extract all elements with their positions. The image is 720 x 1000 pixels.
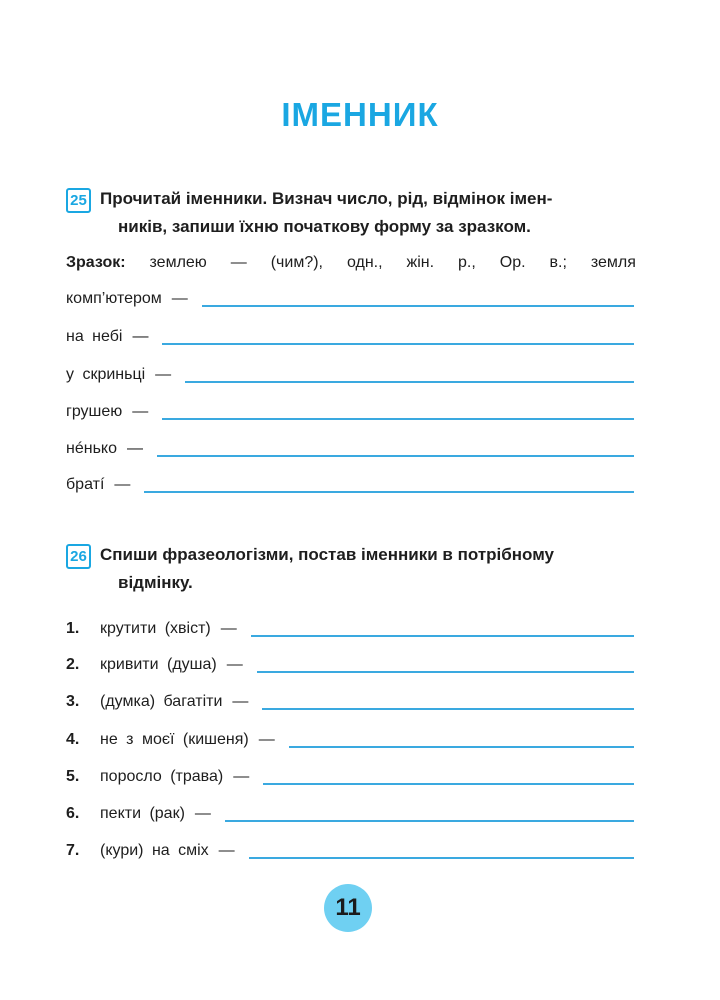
item-word: нéнько [66,440,117,457]
item-number: 1. [66,620,80,637]
item-word: на небі [66,328,123,345]
page-title: ІМЕННИК [281,96,439,133]
answer-line[interactable] [262,708,634,710]
task-26-item [66,766,634,788]
answer-line[interactable] [162,418,634,420]
task-25-item [66,364,634,386]
answer-line[interactable] [144,491,634,493]
item-dash: — [233,768,250,785]
item-dash: — [232,693,249,710]
item-number: 7. [66,842,80,859]
sample-part: землею [149,254,207,271]
answer-line[interactable] [249,857,634,859]
sample-part: одн., [346,254,383,271]
sample-part: — [230,254,247,271]
task-25-instruction-line1: Прочитай іменники. Визнач число, рід, відмінок імен- [100,189,553,208]
sample-part: жін. [406,254,435,271]
task-26-item [66,803,634,825]
item-phrase: крутити (хвіст) [100,620,211,637]
item-phrase: (кури) на сміх [100,842,209,859]
item-word: комп’ютером [66,290,162,307]
sample-part: земля [590,254,636,271]
item-dash: — [126,440,143,457]
task-25-item [66,438,634,460]
answer-line[interactable] [202,305,634,307]
task-25-item [66,326,634,348]
answer-line[interactable] [157,455,634,457]
task-25-number: 25 [66,188,91,213]
sample-part: (чим?), [270,254,323,271]
item-dash: — [155,366,172,383]
sample-label: Зразок: [66,254,126,271]
item-dash: — [171,290,188,307]
task-26-instruction-line1: Спиши фразеологізми, постав іменники в потрібному [100,545,554,564]
item-word: братí [66,476,105,493]
item-number: 2. [66,656,80,673]
answer-line[interactable] [251,635,634,637]
task-26-item [66,654,634,676]
item-dash: — [218,842,235,859]
answer-line[interactable] [225,820,634,822]
item-number: 5. [66,768,80,785]
item-phrase: поросло (трава) [100,768,224,785]
item-phrase: не з моєї (кишеня) [100,731,249,748]
sample-line [66,250,636,276]
item-word: грушею [66,403,123,420]
answer-line[interactable] [289,746,634,748]
task-26-item [66,691,634,713]
task-25-item [66,288,634,310]
item-dash: — [258,731,275,748]
item-phrase: (думка) багатіти [100,693,223,710]
item-word: у скриньці [66,366,146,383]
item-dash: — [132,403,149,420]
task-25-instruction-line2: ників, запиши їхню початкову форму за зразком. [118,217,531,236]
answer-line[interactable] [185,381,634,383]
page-number-badge: 11 [324,884,372,932]
item-dash: — [226,656,243,673]
answer-line[interactable] [162,343,634,345]
answer-line[interactable] [257,671,634,673]
task-25-item [66,474,634,496]
item-number: 4. [66,731,80,748]
task-26-number: 26 [66,544,91,569]
task-25-item [66,401,634,423]
task-26-item [66,840,634,862]
item-phrase: пекти (рак) [100,805,185,822]
item-dash: — [132,328,149,345]
item-dash: — [220,620,237,637]
task-25-header [66,185,634,241]
item-number: 3. [66,693,80,710]
task-26-header [66,541,634,597]
sample-part: р., [458,254,476,271]
item-phrase: кривити (душа) [100,656,217,673]
sample-part: Ор. [499,254,526,271]
item-dash: — [194,805,211,822]
item-dash: — [114,476,131,493]
task-26-instruction-line2: відмінку. [118,573,193,592]
task-26-item [66,729,634,751]
item-number: 6. [66,805,80,822]
task-26-item [66,618,634,640]
sample-part: в.; [549,254,567,271]
answer-line[interactable] [263,783,634,785]
